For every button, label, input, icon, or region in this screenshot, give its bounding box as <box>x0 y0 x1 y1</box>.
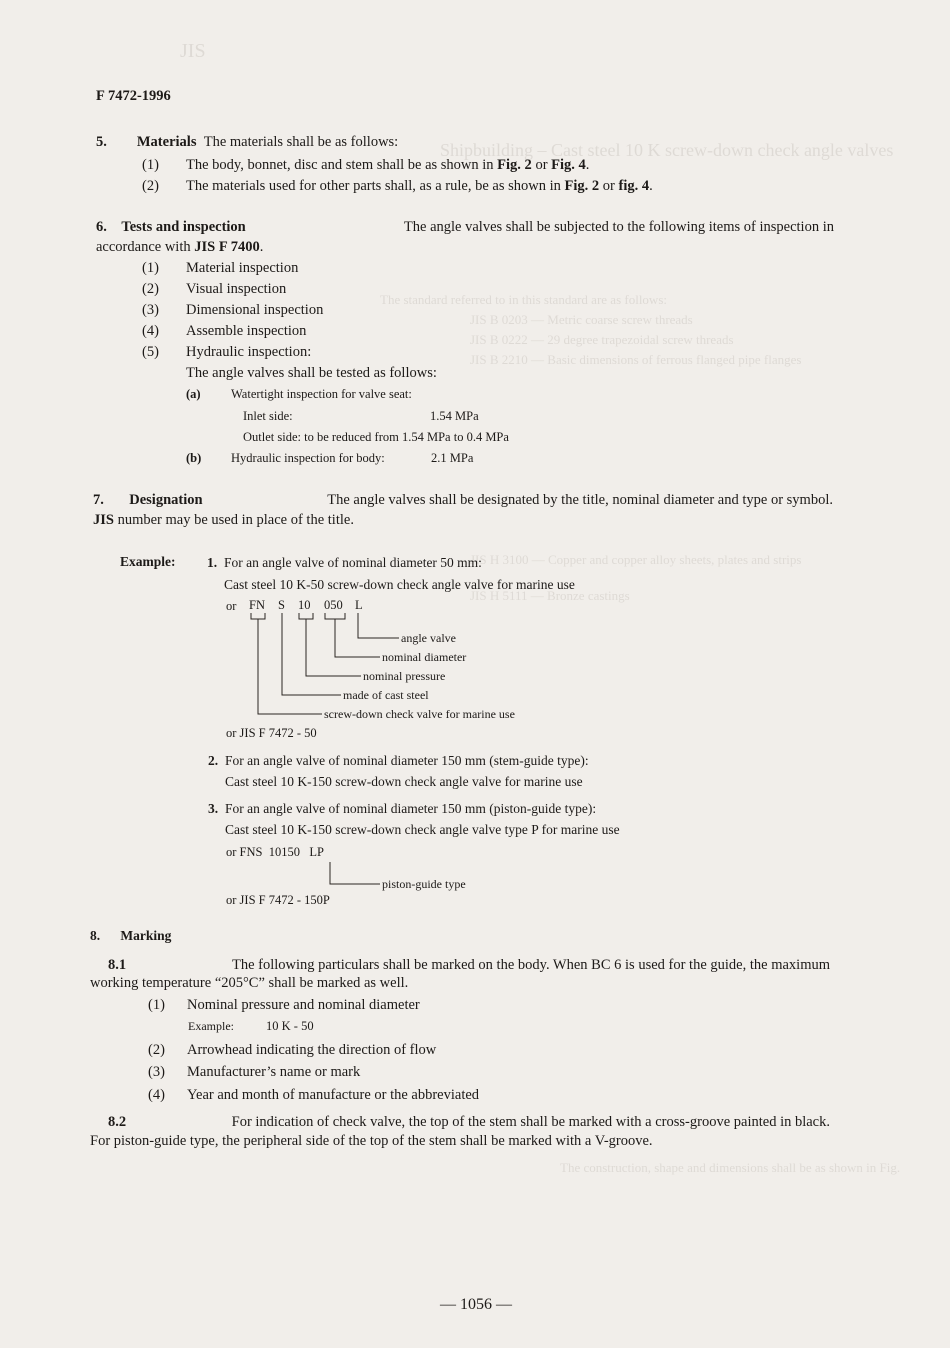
inlet-label: Inlet side: <box>243 409 293 423</box>
label-angle-valve: angle valve <box>401 631 456 645</box>
show-through-text: Shipbuilding – Cast steel 10 K screw-down check angle valves <box>440 140 894 160</box>
label-piston-guide: piston-guide type <box>382 877 466 891</box>
show-through-text: JIS B 0203 — Metric coarse screw threads <box>470 312 693 327</box>
list-item-text: Material inspection <box>186 260 299 276</box>
figure-ref: Fig. 2 <box>564 178 600 194</box>
show-through-text: JIS B 2210 — Basic dimensions of ferrous flanged pipe flanges <box>470 352 802 367</box>
paragraph-8-2-line2: For piston-guide type, the peripheral side of the top of the stem shall be marked with a V-groove. <box>90 1133 653 1149</box>
list-item-text: Hydraulic inspection: <box>186 344 312 360</box>
code-part-fn: FN <box>249 598 265 612</box>
show-through-text: JIS <box>180 40 206 62</box>
text: or <box>531 157 552 173</box>
section-title: Marking <box>120 928 172 943</box>
hydraulic-value: 2.1 MPa <box>431 451 474 465</box>
show-through-text: JIS H 3100 — Copper and copper alloy sheets, plates and strips <box>470 552 802 567</box>
list-number: (3) <box>142 302 159 318</box>
inlet-value: 1.54 MPa <box>430 409 479 423</box>
show-through-text: The construction, shape and dimensions shall be as shown in Fig. <box>560 1160 901 1175</box>
show-through-text: JIS H 5111 — Bronze castings <box>470 588 630 603</box>
example-text: For an angle valve of nominal diameter 150 mm (stem-guide type): <box>225 753 589 768</box>
jis-designation-3: or JIS F 7472 - 150P <box>226 893 330 907</box>
example-name: Cast steel 10 K-150 screw-down check angle valve for marine use <box>225 774 583 789</box>
section-text: The angle valves shall be designated by the title, nominal diameter and type or symbol. <box>327 492 833 508</box>
show-through-text: The standard referred to in this standard are as follows: <box>380 292 667 307</box>
code-part-diameter: 050 <box>324 598 343 612</box>
code-part-l: L <box>355 598 363 612</box>
list-item-text: Assemble inspection <box>186 323 307 339</box>
text: number may be used in place of the title. <box>113 512 354 528</box>
jis-text: JIS <box>93 512 114 528</box>
example-number: 3. <box>208 801 219 816</box>
text: The materials used for other parts shall, as a rule, be as shown in <box>186 178 565 194</box>
section-text: The materials shall be as follows: <box>203 134 399 150</box>
text: . <box>649 178 653 194</box>
bracket-10 <box>299 613 313 619</box>
example-name: Cast steel 10 K-150 screw-down check angle valve type P for marine use <box>225 822 620 837</box>
code-suffix: LP <box>309 845 324 859</box>
sub-item-text: Watertight inspection for valve seat: <box>231 387 412 401</box>
section-number: 5. <box>96 134 107 150</box>
leader-screw-down <box>258 619 322 714</box>
text: . <box>585 157 590 173</box>
list-number: (2) <box>142 178 159 194</box>
list-number: (3) <box>148 1064 165 1080</box>
text: or <box>599 178 619 194</box>
label-screw-down: screw-down check valve for marine use <box>324 707 515 721</box>
code-prefix: or FNS 10150 <box>226 845 300 859</box>
paragraph-8-1-line1 <box>108 957 830 974</box>
section-number: 6. <box>96 219 107 235</box>
text: The body, bonnet, disc and stem shall be as shown in <box>186 157 498 173</box>
leader-nominal-pressure <box>306 619 361 676</box>
figure-ref: Fig. 2 <box>497 157 532 173</box>
page-number: — 1056 — <box>440 1296 512 1313</box>
list-number: (1) <box>142 157 159 173</box>
list-number: (5) <box>142 344 159 360</box>
figure-ref: Fig. 4 <box>551 157 586 173</box>
section-title: Designation <box>129 492 203 508</box>
example-name: Cast steel 10 K-50 screw-down check angle valve for marine use <box>224 577 575 592</box>
section-title: Tests and inspection <box>121 219 246 235</box>
leader-piston-guide <box>330 862 380 884</box>
list-number: (2) <box>142 281 159 297</box>
list-item-text: Visual inspection <box>186 281 287 297</box>
jis-designation-1: or JIS F 7472 - 50 <box>226 726 317 740</box>
section-8-heading <box>90 928 171 944</box>
example-number: 2. <box>208 753 219 768</box>
paragraph-number: 8.1 <box>108 957 127 973</box>
list-item-text: Nominal pressure and nominal diameter <box>187 997 420 1013</box>
section-number: 8. <box>90 928 101 943</box>
bracket-050 <box>325 613 345 619</box>
document-id: F 7472-1996 <box>96 88 171 104</box>
label-nominal-diameter: nominal diameter <box>382 650 467 664</box>
bracket-fn <box>251 613 265 619</box>
text: . <box>259 239 264 255</box>
marking-example-label: Example: <box>188 1019 234 1033</box>
outlet-text: Outlet side: to be reduced from 1.54 MPa to 0.4 MPa <box>243 430 509 444</box>
list-number: (1) <box>148 997 165 1013</box>
marking-example-value: 10 K - 50 <box>266 1019 314 1033</box>
section-number: 7. <box>93 492 104 508</box>
leader-cast-steel <box>282 613 341 695</box>
paragraph-number: 8.2 <box>108 1114 127 1130</box>
example-text: For an angle valve of nominal diameter 150 mm (piston-guide type): <box>225 801 597 816</box>
paragraph-text: The following particulars shall be marked on the body. When BC 6 is used for the guide, the maximum <box>232 957 830 973</box>
hydraulic-intro: The angle valves shall be tested as follows: <box>186 365 437 381</box>
label-nominal-pressure: nominal pressure <box>363 669 446 683</box>
list-item-text: Dimensional inspection <box>186 302 324 318</box>
standard-ref: JIS F 7400 <box>194 239 260 255</box>
example-text: For an angle valve of nominal diameter 50 mm: <box>224 555 482 570</box>
sub-item-label: (a) <box>186 387 201 401</box>
section-text: The angle valves shall be subjected to the following items of inspection in <box>403 219 834 235</box>
paragraph-8-2-line1 <box>108 1114 830 1131</box>
list-number: (4) <box>142 323 159 339</box>
text: accordance with <box>96 239 195 255</box>
show-through-text: JIS B 0222 — 29 degree trapezoidal screw threads <box>470 332 734 347</box>
list-item-text: Year and month of manufacture or the abbreviated <box>187 1087 480 1103</box>
leader-angle-valve <box>358 613 399 638</box>
label-cast-steel: made of cast steel <box>343 688 429 702</box>
section-title: Materials <box>136 134 197 150</box>
list-number: (2) <box>148 1042 165 1058</box>
code-part-pressure: 10 <box>298 598 311 612</box>
figure-ref: fig. 4 <box>618 178 650 194</box>
example-label: Example: <box>120 554 176 569</box>
sub-item-label: (b) <box>186 451 202 465</box>
list-item-text: Arrowhead indicating the direction of flow <box>187 1042 437 1058</box>
list-number: (4) <box>148 1087 165 1103</box>
paragraph-text: For indication of check valve, the top of the stem shall be marked with a cross-groove painted in black. <box>231 1114 830 1130</box>
list-item-text: Manufacturer’s name or mark <box>187 1064 361 1080</box>
example-number: 1. <box>207 555 218 570</box>
paragraph-8-1-line2: working temperature “205°C” shall be marked as well. <box>90 975 409 991</box>
code-part-s: S <box>278 598 285 612</box>
or-text: or <box>226 599 237 613</box>
sub-item-text: Hydraulic inspection for body: <box>231 451 385 465</box>
list-number: (1) <box>142 260 159 276</box>
code-ex3 <box>226 845 324 860</box>
